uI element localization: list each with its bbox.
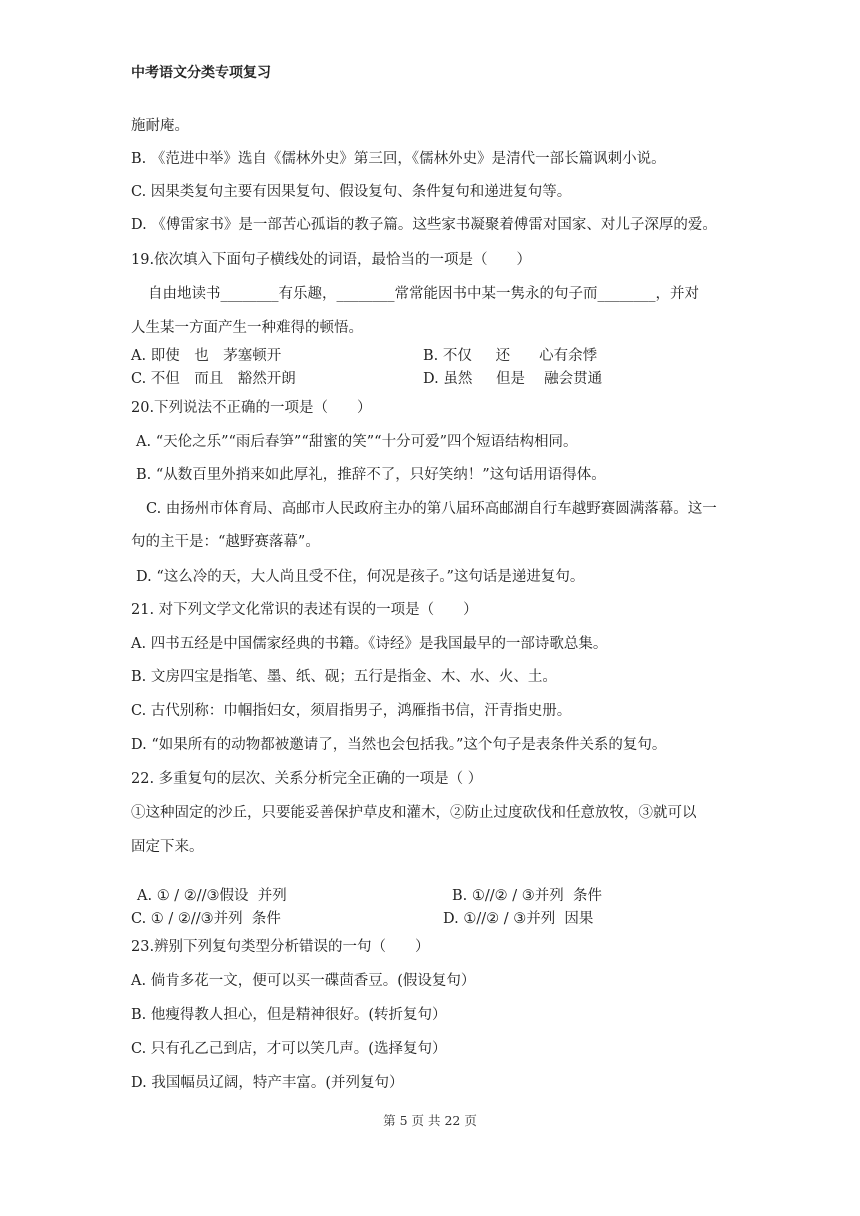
question-22-stem: 22. 多重复句的层次、关系分析完全正确的一项是（ ） — [131, 771, 483, 787]
option-d: D. 我国幅员辽阔，特产丰富。(并列复句） — [131, 1075, 404, 1091]
option-c: C. 不但 而且 豁然开朗 — [131, 371, 296, 387]
question-20-stem: 20.下列说法不正确的一项是（ ） — [131, 400, 372, 416]
option-a: A. “天伦之乐”“雨后春笋”“甜蜜的笑”“十分可爱”四个短语结构相同。 — [136, 434, 578, 450]
option-c-continued: 句的主干是：“越野赛落幕”。 — [131, 534, 320, 550]
question-23-stem: 23.辨别下列复句类型分析错误的一句（ ） — [131, 939, 430, 955]
option-a: A. 即使 也 茅塞顿开 — [131, 348, 282, 364]
option-d: D. 虽然 但是 融会贯通 — [423, 371, 603, 387]
option-c: C. 由扬州市体育局、高邮市人民政府主办的第八届环高邮湖自行车越野赛圆满落幕。这一 — [146, 501, 717, 517]
question-19-passage-line: 自由地读书________有乐趣，________常常能因书中某一隽永的句子而________，并对 — [148, 286, 699, 302]
option-a: A. 倘肯多花一文，便可以买一碟茴香豆。(假设复句） — [131, 973, 476, 989]
document-header: 中考语文分类专项复习 — [131, 65, 271, 81]
question-19-passage-line: 人生某一方面产生一种难得的顿悟。 — [131, 320, 363, 336]
page-number-footer: 第 5 页 共 22 页 — [383, 1113, 477, 1128]
option-d: D. “如果所有的动物都被邀请了，当然也会包括我。”这个句子是表条件关系的复句。 — [131, 737, 667, 753]
option-a: A. 四书五经是中国儒家经典的书籍。《诗经》是我国最早的一部诗歌总集。 — [131, 636, 608, 652]
option-b: B. 《范进中举》选自《儒林外史》第三回，《儒林外史》是清代一部长篇讽刺小说。 — [131, 151, 666, 167]
option-b: B. 文房四宝是指笔、墨、纸、砚；五行是指金、木、水、火、土。 — [131, 669, 557, 685]
option-b: B. 他瘦得教人担心，但是精神很好。(转折复句） — [131, 1007, 447, 1023]
option-c: C. 古代别称：巾帼指妇女，须眉指男子，鸿雁指书信，汗青指史册。 — [131, 703, 572, 719]
option-b: B. 不仅 还 心有余悸 — [423, 348, 598, 364]
question-22-passage-line: 固定下来。 — [131, 839, 204, 855]
option-d: D. 《傅雷家书》是一部苦心孤诣的教子篇。这些家书凝聚着傅雷对国家、对儿子深厚的爱。 — [131, 217, 717, 233]
question-19-stem: 19.依次填入下面句子横线处的词语，最恰当的一项是（ ） — [131, 252, 532, 268]
option-b: B. “从数百里外捎来如此厚礼，推辞不了，只好笑纳！”这句话用语得体。 — [136, 467, 606, 483]
option-c: C. ① / ②//③并列 条件 — [131, 911, 281, 927]
option-a: A. ① / ②//③假设 并列 — [137, 888, 287, 904]
option-b: B. ①//② / ③并列 条件 — [452, 888, 602, 904]
option-d: D. “这么冷的天，大人尚且受不住，何况是孩子。”这句话是递进复句。 — [136, 569, 585, 585]
option-c: C. 只有孔乙己到店，才可以笑几声。(选择复句） — [131, 1041, 447, 1057]
text-line: 施耐庵。 — [131, 118, 189, 134]
option-d: D. ①//② / ③并列 因果 — [443, 911, 594, 927]
option-c: C. 因果类复句主要有因果复句、假设复句、条件复句和递进复句等。 — [131, 184, 572, 200]
question-22-passage-line: ①这种固定的沙丘，只要能妥善保护草皮和灌木，②防止过度砍伐和任意放牧，③就可以 — [131, 805, 697, 821]
question-21-stem: 21. 对下列文学文化常识的表述有误的一项是（ ） — [131, 602, 478, 618]
